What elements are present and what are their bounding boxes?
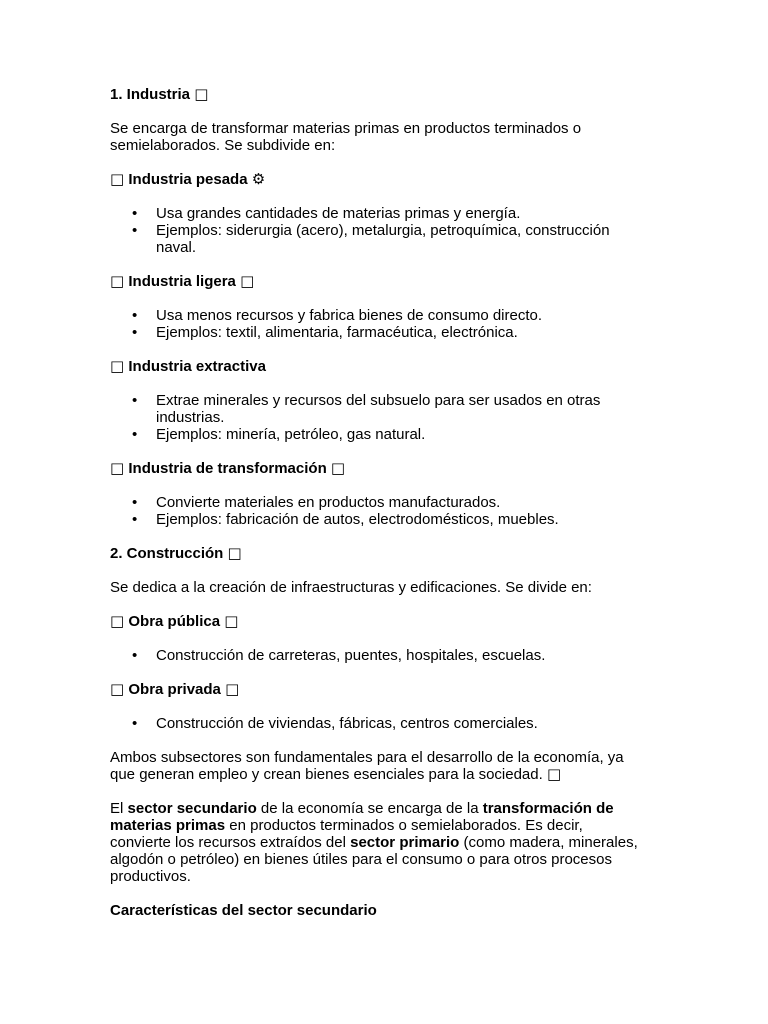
subheading-industria-extractiva: □ Industria extractiva [110, 357, 266, 375]
list-item: • Ejemplos: minería, petróleo, gas natural. [132, 426, 426, 443]
subheading-obra-publica: □ Obra pública □ [110, 612, 239, 630]
missing-glyph-icon: □ [110, 459, 125, 477]
missing-glyph-icon: □ [110, 612, 125, 630]
section-heading-construccion: 2. Construcción □ [110, 544, 242, 562]
sector-secundario-summary: El sector secundario de la economía se encarga de la transformación de materias primas en productos terminados o semielaborados. Es decir, convierte los recursos extraídos del sector primario (como madera, minerales, algodón o petróleo) en bienes útiles para el consumo o para otros procesos productivos. [110, 800, 638, 885]
missing-glyph-icon: □ [110, 357, 125, 375]
document-page [110, 86, 670, 919]
missing-glyph-icon: □ [240, 272, 255, 290]
list-item: • Extrae minerales y recursos del subsuelo para ser usados en otras industrias. [132, 392, 601, 426]
list-obra-privada [110, 715, 670, 732]
list-industria-pesada [110, 205, 670, 256]
subheading-industria-ligera: □ Industria ligera □ [110, 272, 255, 290]
list-item: • Convierte materiales en productos manufacturados. [132, 494, 501, 511]
subheading-obra-privada: □ Obra privada □ [110, 680, 240, 698]
gear-icon: ⚙ [251, 170, 266, 188]
industria-intro: Se encarga de transformar materias primas en productos terminados o semielaborados. Se subdivide en: [110, 120, 582, 154]
list-item: • Ejemplos: textil, alimentaria, farmacéutica, electrónica. [132, 324, 518, 341]
list-item: • Usa grandes cantidades de materias primas y energía. [132, 205, 521, 222]
section-heading-caracteristicas: Características del sector secundario [110, 902, 377, 919]
list-obra-publica [110, 647, 670, 664]
missing-glyph-icon: □ [546, 765, 562, 783]
list-item: • Usa menos recursos y fabrica bienes de consumo directo. [132, 307, 543, 324]
subheading-industria-pesada: □ Industria pesada ⚙ [110, 170, 266, 188]
missing-glyph-icon: □ [194, 85, 209, 103]
list-industria-extractiva [110, 392, 670, 443]
list-industria-transformacion [110, 494, 670, 528]
missing-glyph-icon: □ [224, 612, 239, 630]
subheading-industria-transformacion: □ Industria de transformación □ [110, 459, 346, 477]
missing-glyph-icon: □ [110, 680, 125, 698]
list-item: • Construcción de viviendas, fábricas, centros comerciales. [132, 715, 538, 732]
section-heading-industria: 1. Industria □ [110, 85, 209, 103]
construccion-closing: Ambos subsectores son fundamentales para el desarrollo de la economía, ya que generan empleo y crean bienes esenciales para la sociedad. □ [110, 749, 624, 783]
missing-glyph-icon: □ [225, 680, 240, 698]
missing-glyph-icon: □ [227, 544, 242, 562]
list-item: • Ejemplos: fabricación de autos, electrodomésticos, muebles. [132, 511, 559, 528]
list-item: • Construcción de carreteras, puentes, hospitales, escuelas. [132, 647, 546, 664]
missing-glyph-icon: □ [110, 170, 125, 188]
list-item: • Ejemplos: siderurgia (acero), metalurgia, petroquímica, construcción naval. [132, 222, 610, 256]
construccion-intro: Se dedica a la creación de infraestructuras y edificaciones. Se divide en: [110, 579, 592, 596]
missing-glyph-icon: □ [330, 459, 346, 477]
list-industria-ligera [110, 307, 670, 341]
missing-glyph-icon: □ [110, 272, 125, 290]
